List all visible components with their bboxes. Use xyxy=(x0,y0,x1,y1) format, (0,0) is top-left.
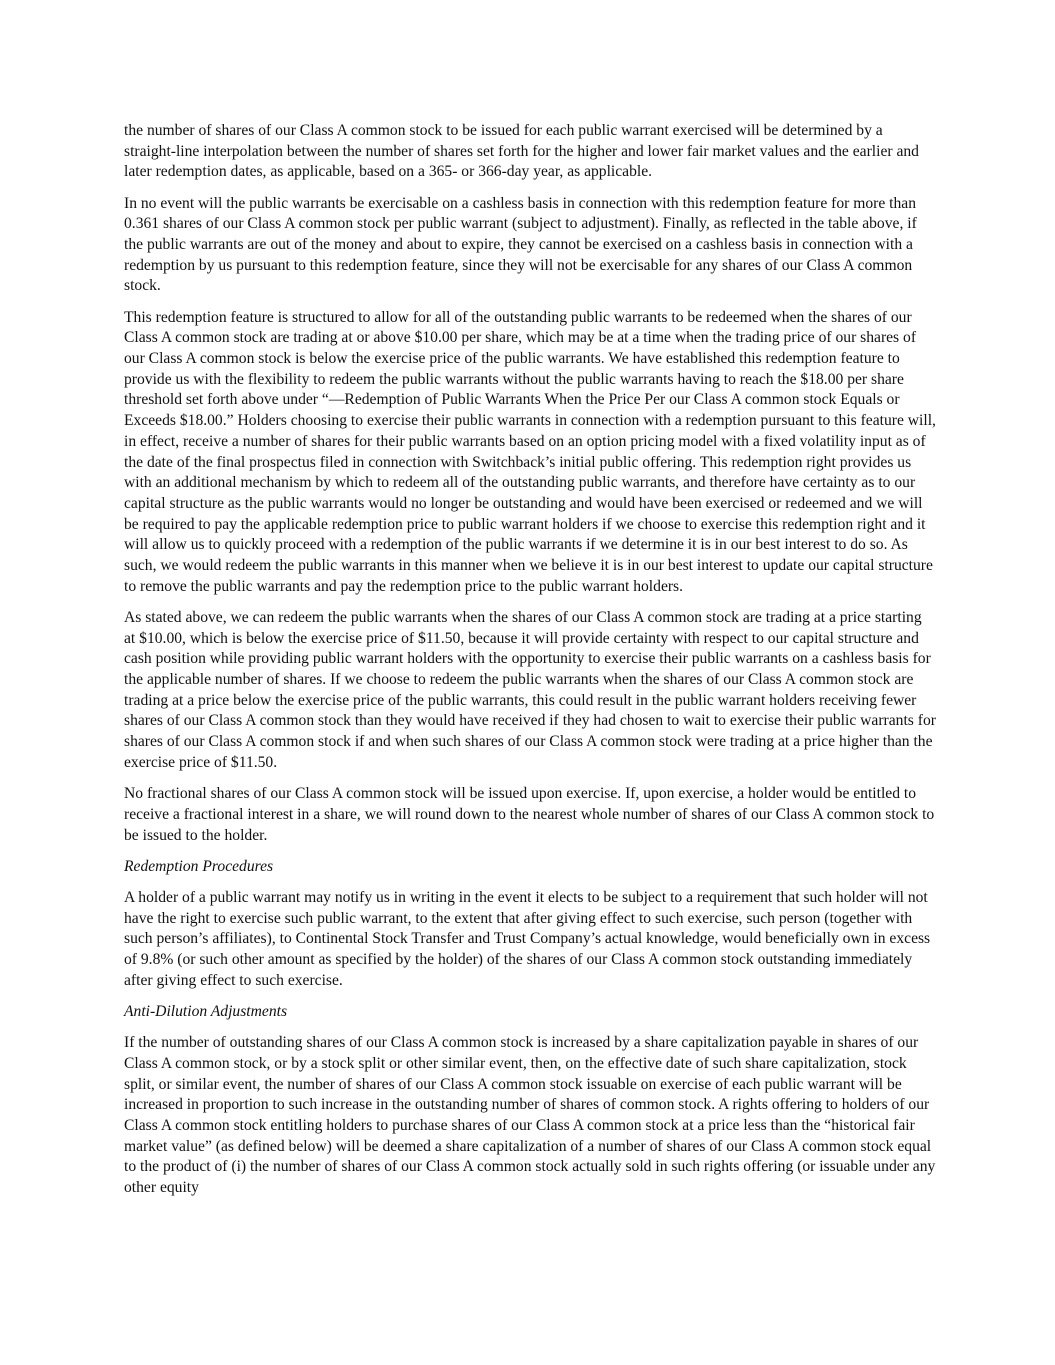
document-page xyxy=(124,121,936,1209)
paragraph-holder-notification: A holder of a public warrant may notify us in writing in the event it elects to be subject to a requirement that such holder will not have the right to exercise such public warrant, to the extent that after giving effect to such exercise, such person (together with such person’s affiliates), to Continental Stock Transfer and Trust Company’s actual knowledge, would beneficially own in excess of 9.8% (or such other amount as specified by the holder) of the shares of our Class A common stock outstanding immediately after giving effect to such exercise. xyxy=(124,888,931,989)
paragraph-redeem-at-ten-dollars: As stated above, we can redeem the public warrants when the shares of our Class A common stock are trading at a price starting at $10.00, which is below the exercise price of $11.50, because it will provide certainty with respect to our capital structure and cash position while providing public warrant holders with the opportunity to exercise their public warrants on a cashless basis for the applicable number of shares. If we choose to redeem the public warrants when the shares of our Class A common stock are trading at a price below the exercise price of the public warrants, this could result in the public warrant holders receiving fewer shares of our Class A common stock than they would have received if they had chosen to wait to exercise their public warrants for shares of our Class A common stock if and when such shares of our Class A common stock were trading at a price higher than the exercise price of $11.50. xyxy=(124,608,936,771)
paragraph-interpolation: the number of shares of our Class A common stock to be issued for each public warrant exercised will be determined by a straight-line interpolation between the number of shares set forth for the higher and lower fair market values and the earlier and later redemption dates, as applicable, based on a 365- or 366-day year, as applicable. xyxy=(124,122,919,181)
heading-anti-dilution-adjustments: Anti-Dilution Adjustments xyxy=(124,1002,288,1020)
paragraph-share-capitalization: If the number of outstanding shares of our Class A common stock is increased by a share capitalization payable in shares of our Class A common stock, or by a stock split or other similar event, then, on the effective date of such share capitalization, stock split, or similar event, the number of shares of our Class A common stock issuable on exercise of each public warrant will be increased in proportion to such increase in the outstanding number of shares of common stock. A rights offering to holders of our Class A common stock entitling holders to purchase shares of our Class A common stock at a price less than the “historical fair market value” (as defined below) will be deemed a share capitalization of a number of shares of our Class A common stock equal to the product of (i) the number of shares of our Class A common stock actually sold in such rights offering (or issuable under any other equity xyxy=(124,1034,936,1197)
paragraph-cashless-limit: In no event will the public warrants be exercisable on a cashless basis in connection with this redemption feature for more than 0.361 shares of our Class A common stock per public warrant (subject to adjustment). Finally, as reflected in the table above, if the public warrants are out of the money and about to expire, they cannot be exercised on a cashless basis in connection with a redemption by us pursuant to this redemption feature, since they will not be exercisable for any shares of our Class A common stock. xyxy=(124,194,917,295)
paragraph-redemption-feature: This redemption feature is structured to allow for all of the outstanding public warrants to be redeemed when the shares of our Class A common stock are trading at or above $10.00 per share, which may be at a time when the trading price of our shares of our Class A common stock is below the exercise price of the public warrants. We have established this redemption feature to provide us with the flexibility to redeem the public warrants without the public warrants having to reach the $18.00 per share threshold set forth above under “—Redemption of Public Warrants When the Price Per our Class A common stock Equals or Exceeds $18.00.” Holders choosing to exercise their public warrants in connection with a redemption pursuant to this feature will, in effect, receive a number of shares for their public warrants based on an option pricing model with a fixed volatility input as of the date of the final prospectus filed in connection with Switchback’s initial public offering. This redemption right provides us with an additional mechanism by which to redeem all of the outstanding public warrants, and therefore have certainty as to our capital structure as the public warrants would no longer be outstanding and would have been exercised or redeemed and we will be required to pay the applicable redemption price to public warrant holders if we choose to exercise this redemption right and it will allow us to quickly proceed with a redemption of the public warrants if we determine it is in our best interest to do so. As such, we would redeem the public warrants in this manner when we believe it is in our best interest to update our capital structure to remove the public warrants and pay the redemption price to the public warrant holders. xyxy=(124,308,936,595)
heading-redemption-procedures: Redemption Procedures xyxy=(124,857,274,875)
paragraph-fractional-shares: No fractional shares of our Class A common stock will be issued upon exercise. If, upon exercise, a holder would be entitled to receive a fractional interest in a share, we will round down to the nearest whole number of shares of our Class A common stock to be issued to the holder. xyxy=(124,785,935,844)
